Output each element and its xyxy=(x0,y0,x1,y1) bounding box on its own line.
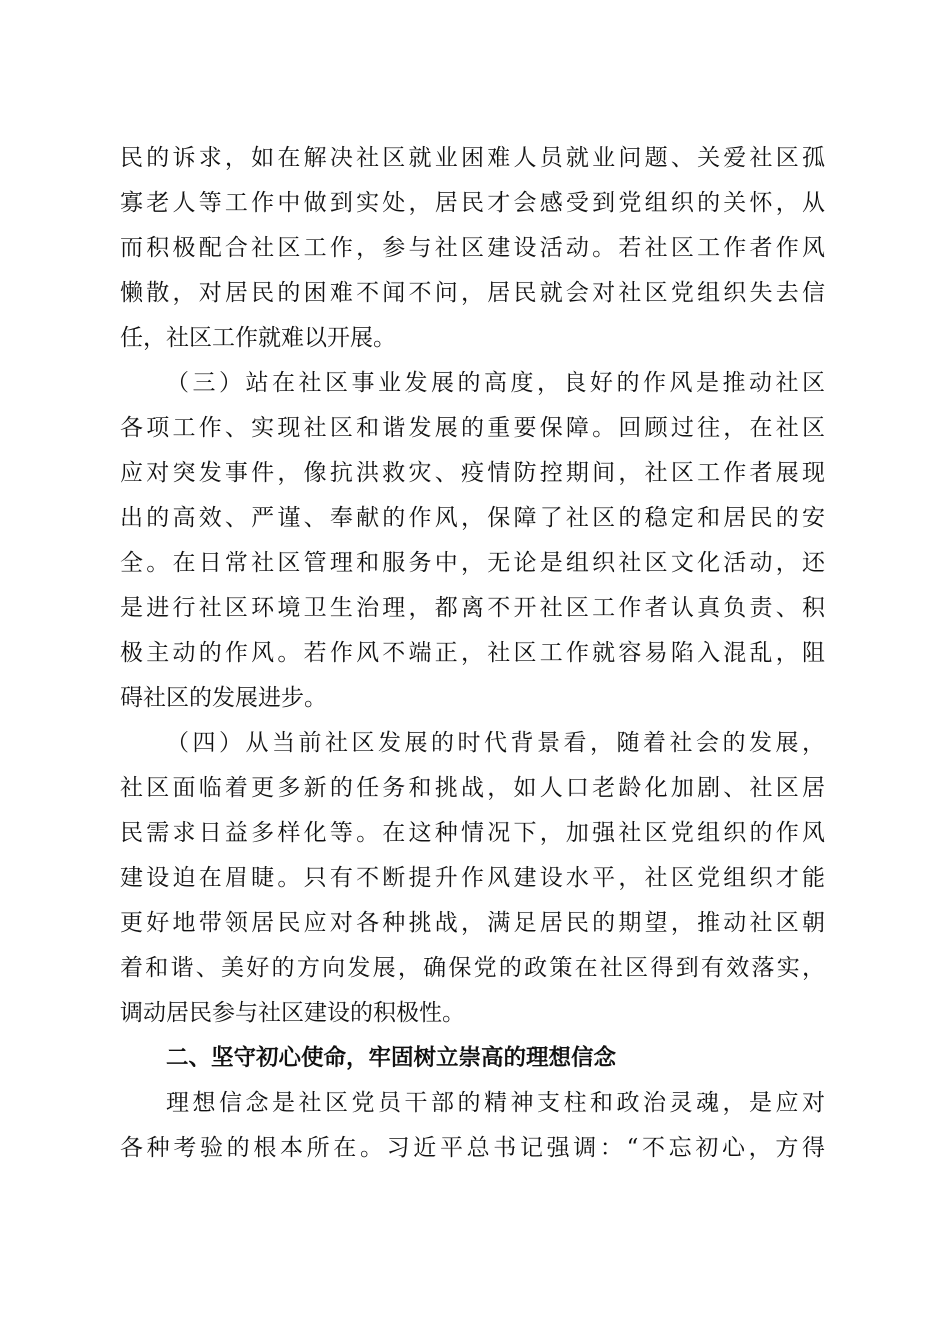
text-line: 民的诉求，如在解决社区就业困难人员就业问题、关爱社区孤 xyxy=(120,145,825,171)
text-line: 调动居民参与社区建设的积极性。 xyxy=(120,1000,465,1026)
text-line: 建设迫在眉睫。只有不断提升作风建设水平，社区党组织才能 xyxy=(120,865,825,891)
text-line: 寡老人等工作中做到实处，居民才会感受到党组织的关怀，从 xyxy=(120,190,825,216)
text-line: 更好地带领居民应对各种挑战，满足居民的期望，推动社区朝 xyxy=(120,910,825,936)
text-line: 民需求日益多样化等。在这种情况下，加强社区党组织的作风 xyxy=(120,820,825,846)
text-line: 是进行社区环境卫生治理，都离不开社区工作者认真负责、积 xyxy=(120,595,825,621)
text-line: 出的高效、严谨、奉献的作风，保障了社区的稳定和居民的安 xyxy=(120,505,825,531)
text-line: 而积极配合社区工作，参与社区建设活动。若社区工作者作风 xyxy=(120,235,825,261)
text-line: 全。在日常社区管理和服务中，无论是组织社区文化活动，还 xyxy=(120,550,825,576)
text-line: 极主动的作风。若作风不端正，社区工作就容易陷入混乱，阻 xyxy=(120,640,825,666)
text-line: 懒散，对居民的困难不闻不问，居民就会对社区党组织失去信 xyxy=(120,280,825,306)
text-line: 社区面临着更多新的任务和挑战，如人口老龄化加剧、社区居 xyxy=(120,775,825,801)
paragraph-start: （四）从当前社区发展的时代背景看，随着社会的发展， xyxy=(166,730,825,756)
text-line: 各项工作、实现社区和谐发展的重要保障。回顾过往，在社区 xyxy=(120,415,825,441)
paragraph-start: （三）站在社区事业发展的高度，良好的作风是推动社区 xyxy=(166,370,825,396)
text-line: 各种考验的根本所在。习近平总书记强调：“不忘初心，方得 xyxy=(120,1135,825,1161)
paragraph-start: 理想信念是社区党员干部的精神支柱和政治灵魂，是应对 xyxy=(166,1090,825,1116)
text-line: 应对突发事件，像抗洪救灾、疫情防控期间，社区工作者展现 xyxy=(120,460,825,486)
text-line: 碍社区的发展进步。 xyxy=(120,685,327,711)
text-line: 任，社区工作就难以开展。 xyxy=(120,325,396,351)
text-line: 着和谐、美好的方向发展，确保党的政策在社区得到有效落实， xyxy=(120,955,825,981)
section-heading: 二、坚守初心使命，牢固树立崇高的理想信念 xyxy=(166,1045,617,1071)
